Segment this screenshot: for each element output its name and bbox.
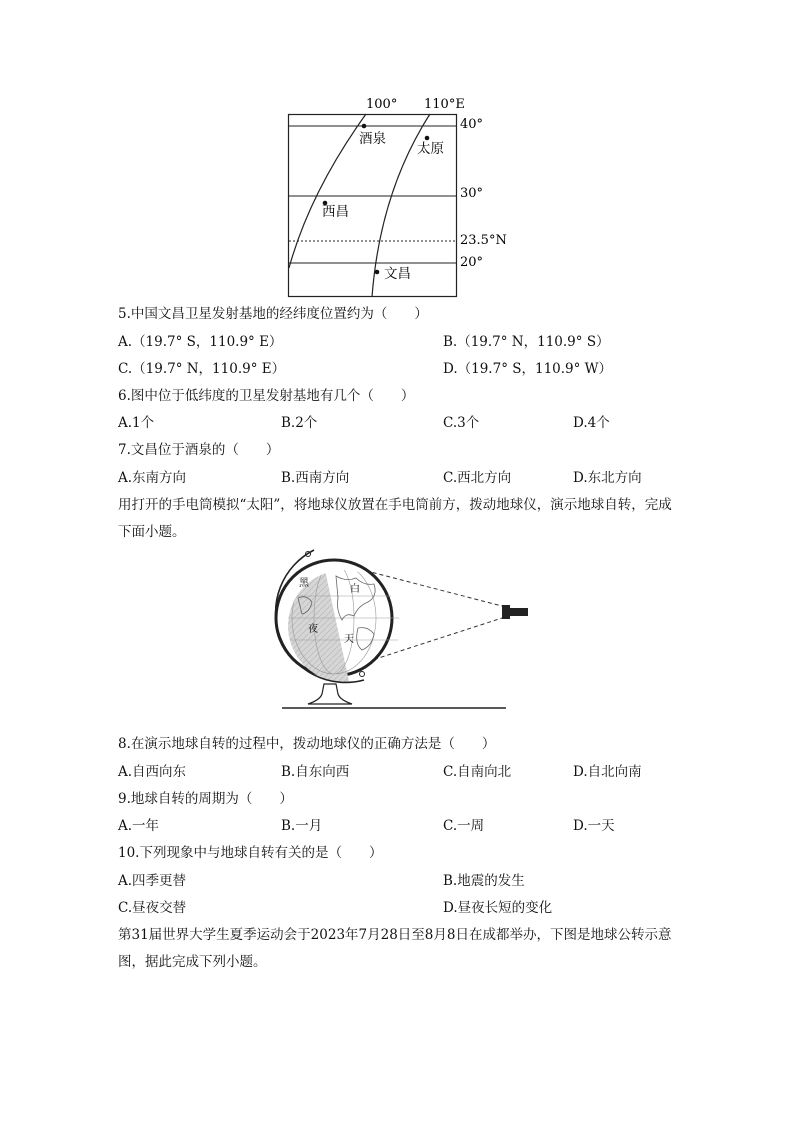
wenchang-label: 文昌	[384, 266, 411, 282]
q9-option-a: A.一年	[118, 818, 160, 834]
lat-label-20: 20°	[460, 255, 484, 270]
wenchang-dot	[375, 270, 380, 275]
flashlight-handle	[510, 608, 528, 616]
taiyuan-dot	[425, 136, 430, 141]
jiuquan-dot	[362, 124, 367, 129]
question-10-stem: 10.下列现象中与地球自转有关的是（ ）	[118, 845, 383, 861]
meridian-100	[289, 114, 366, 268]
q5-option-d: D.（19.7° S，110.9° W）	[443, 361, 613, 377]
q7-option-a: A.东南方向	[118, 470, 187, 486]
lat-label-23-5: 23.5°N	[460, 233, 507, 248]
question-7-stem: 7.文昌位于酒泉的（ ）	[118, 442, 280, 458]
xichang-label: 西昌	[322, 204, 349, 220]
day-label-1: 白	[350, 584, 360, 595]
lon-label-110: 110°E	[424, 97, 465, 112]
q9-option-c: C.一周	[443, 818, 485, 834]
q5-option-c: C.（19.7° N，110.9° E）	[118, 361, 286, 377]
question-8-stem: 8.在演示地球自转的过程中，拨动地球仪的正确方法是（ ）	[118, 736, 496, 752]
globe-stand	[308, 684, 352, 704]
q7-option-c: C.西北方向	[443, 470, 512, 486]
lat-label-40: 40°	[460, 117, 484, 132]
q6-option-d: D.4个	[573, 415, 610, 431]
lon-label-100: 100°	[366, 97, 398, 112]
q8-option-b: B.自东向西	[281, 764, 350, 780]
taiyuan-label: 太原	[417, 141, 444, 157]
q10-option-b: B.地震的发生	[443, 873, 525, 889]
q8-option-c: C.自南向北	[443, 764, 512, 780]
flashlight-icon	[502, 605, 510, 619]
orbit-intro-paragraph: 第31届世界大学生夏季运动会于2023年7月28日至8月8日在成都举办，下图是地球公转示意图，据此完成下列小题。	[118, 927, 672, 970]
q9-option-d: D.一天	[573, 818, 615, 834]
night-label-2: 夜	[308, 624, 318, 635]
jiuquan-label: 酒泉	[359, 131, 386, 147]
location-map	[270, 92, 520, 304]
q6-option-c: C.3个	[443, 415, 480, 431]
day-label-2: 天	[344, 634, 354, 645]
night-label-1: 黑	[299, 578, 309, 589]
q7-option-b: B.西南方向	[281, 470, 350, 486]
q8-option-a: A.自西向东	[118, 764, 187, 780]
question-5-stem: 5.中国文昌卫星发射基地的经纬度位置约为（ ）	[118, 306, 428, 322]
question-9-stem: 9.地球自转的周期为（ ）	[118, 791, 293, 807]
question-6-stem: 6.图中位于低纬度的卫星发射基地有几个（ ）	[118, 388, 415, 404]
q8-option-d: D.自北向南	[573, 764, 642, 780]
q5-option-a: A.（19.7° S，110.9° E）	[118, 334, 283, 350]
q10-option-c: C.昼夜交替	[118, 900, 187, 916]
lat-label-30: 30°	[460, 186, 484, 201]
q9-option-b: B.一月	[281, 818, 323, 834]
q5-option-b: B.（19.7° N，110.9° S）	[443, 334, 610, 350]
q10-option-d: D.昼夜长短的变化	[443, 900, 553, 916]
globe-flashlight-figure	[262, 548, 538, 714]
q6-option-a: A.1个	[118, 415, 155, 431]
q6-option-b: B.2个	[281, 415, 318, 431]
q10-option-a: A.四季更替	[118, 873, 187, 889]
q7-option-d: D.东北方向	[573, 470, 642, 486]
globe-intro-paragraph: 用打开的手电筒模拟“太阳”，将地球仪放置在手电筒前方，拨动地球仪，演示地球自转，完成下面小题。	[118, 497, 672, 540]
